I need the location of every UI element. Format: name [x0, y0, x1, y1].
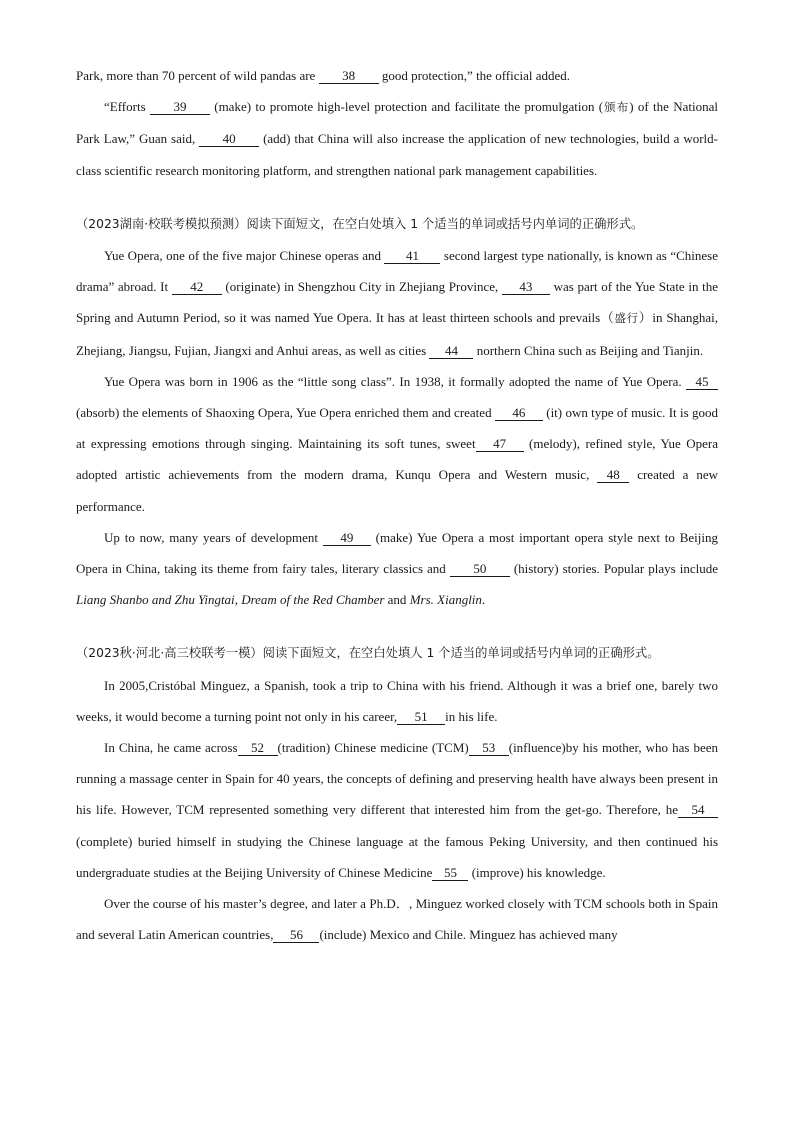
- text: (tradition) Chinese medicine (TCM): [277, 740, 469, 756]
- heading-text: （2023秋·河北·高三校联考一模）阅读下面短文，在空白处填人 1 个适当的单词或括号内单词的正确形式。: [76, 646, 660, 661]
- blank-54[interactable]: 54: [678, 803, 718, 818]
- text: (melody), refined style, Yue Opera adopted artistic achievements from the modern drama, Kunqu Opera and Western music,: [76, 436, 718, 483]
- blank-53[interactable]: 53: [469, 741, 509, 756]
- blank-46[interactable]: 46: [495, 406, 543, 421]
- heading-text: （2023湖南·校联考模拟预测）阅读下面短文，在空白处填入 1 个适当的单词或括号内单词的正确形式。: [76, 216, 644, 231]
- paragraph-7: [76, 732, 718, 888]
- text: Park, more than 70 percent of wild pandas are: [76, 68, 319, 83]
- document-page: [76, 60, 718, 950]
- text: “Efforts: [104, 99, 150, 115]
- text: Yue Opera was born in 1906 as the “little song class”. In 1938, it formally adopted the name of Yue Opera.: [104, 373, 686, 389]
- blank-38[interactable]: 38: [319, 69, 379, 84]
- blank-39[interactable]: 39: [150, 100, 210, 115]
- text: Over the course of his master’s degree, and later a Ph.D．, Minguez worked closely with TCM schools both in Spain and several Latin American countries,: [76, 896, 718, 943]
- text: and: [384, 592, 410, 608]
- text: (make) Yue Opera a most important opera style next to Beijing Opera in China, taking its theme from fairy tales, literary classics and: [76, 529, 718, 577]
- paragraph-3: [76, 240, 718, 366]
- blank-55[interactable]: 55: [432, 866, 468, 881]
- paragraph-4: [76, 366, 718, 522]
- text: Up to now, many years of development: [104, 529, 323, 545]
- text: ,: [234, 592, 242, 608]
- text: Yue Opera, one of the five major Chinese operas and: [104, 248, 385, 264]
- paragraph-5: [76, 522, 718, 616]
- blank-45[interactable]: 45: [686, 375, 718, 390]
- text: (add) that China will also increase the application of new technologies, build a world-class scientific research monitoring platform, and strengthen national park management capabilities.: [76, 131, 718, 178]
- blank-40[interactable]: 40: [199, 132, 259, 147]
- blank-48[interactable]: 48: [597, 468, 629, 483]
- text: good protection,” the official added.: [378, 68, 571, 83]
- text: (influence)by his mother, who has been running a massage center in Spain for 40 years, the concepts of defining and preserving health have always been present in his life. However, TCM represented something very different that interested him from the get-go. Therefore, he: [76, 740, 718, 818]
- blank-49[interactable]: 49: [323, 531, 371, 546]
- text: (include) Mexico and Chile. Minguez has achieved many: [319, 927, 618, 943]
- paragraph-1: [76, 60, 718, 91]
- text: second largest type nationally, is known as “Chinese drama” abroad. It: [76, 248, 718, 295]
- text: In China, he came across: [104, 740, 238, 756]
- section-heading-1: [76, 208, 718, 240]
- blank-52[interactable]: 52: [238, 741, 278, 756]
- paragraph-2: [76, 91, 718, 186]
- text: (complete) buried himself in studying the Chinese language at the famous Peking University, and then continued his undergraduate studies at the Beijing University of Chinese Medicine: [76, 833, 718, 880]
- text: (it) own type of music. It is good at expressing emotions through singing. Maintaining its soft tunes, sweet: [76, 405, 718, 452]
- text: was part of the Yue State in the Spring and Autumn Period, so it was named Yue Opera. It has at least thirteen schools and prevails（: [76, 279, 719, 326]
- text: ) of the National Park Law,” Guan said,: [76, 99, 719, 147]
- paragraph-6: [76, 670, 718, 732]
- text: In 2005,Cristóbal Minguez, a Spanish, took a trip to China with his friend. Although it was a brief one, barely two weeks, it would become a turning point not only in his career,: [76, 677, 718, 724]
- blank-51[interactable]: 51: [397, 710, 445, 725]
- blank-42[interactable]: 42: [172, 280, 222, 295]
- text: (absorb) the elements of Shaoxing Opera, Yue Opera enriched them and created: [76, 405, 495, 421]
- text: ）in Shanghai, Zhejiang, Jiangsu, Fujian, Jiangxi and Anhui areas, as well as cities: [76, 310, 718, 358]
- text: (originate) in Shengzhou City in Zhejiang Province,: [221, 279, 502, 295]
- chinese-gloss: 盛行: [614, 311, 639, 326]
- text: created a new performance.: [76, 467, 718, 514]
- text: (improve) his knowledge.: [468, 864, 606, 880]
- blank-41[interactable]: 41: [384, 249, 440, 264]
- text: in his life.: [445, 708, 498, 724]
- play-title: Dream of the Red Chamber: [241, 592, 385, 608]
- blank-56[interactable]: 56: [273, 928, 319, 943]
- play-title: Liang Shanbo and Zhu Yingtai: [76, 592, 235, 608]
- blank-43[interactable]: 43: [502, 280, 550, 295]
- text: .: [481, 592, 486, 608]
- chinese-gloss: 颁布: [603, 100, 630, 115]
- text: (make) to promote high-level protection and facilitate the promulgation (: [209, 99, 604, 115]
- text: northern China such as Beijing and Tianjin.: [473, 342, 704, 358]
- paragraph-8: [76, 888, 718, 950]
- blank-50[interactable]: 50: [450, 562, 510, 577]
- blank-47[interactable]: 47: [476, 437, 524, 452]
- section-heading-2: [76, 637, 718, 669]
- blank-44[interactable]: 44: [429, 344, 473, 359]
- play-title: Mrs. Xianglin: [409, 592, 482, 608]
- text: (history) stories. Popular plays include: [509, 561, 719, 577]
